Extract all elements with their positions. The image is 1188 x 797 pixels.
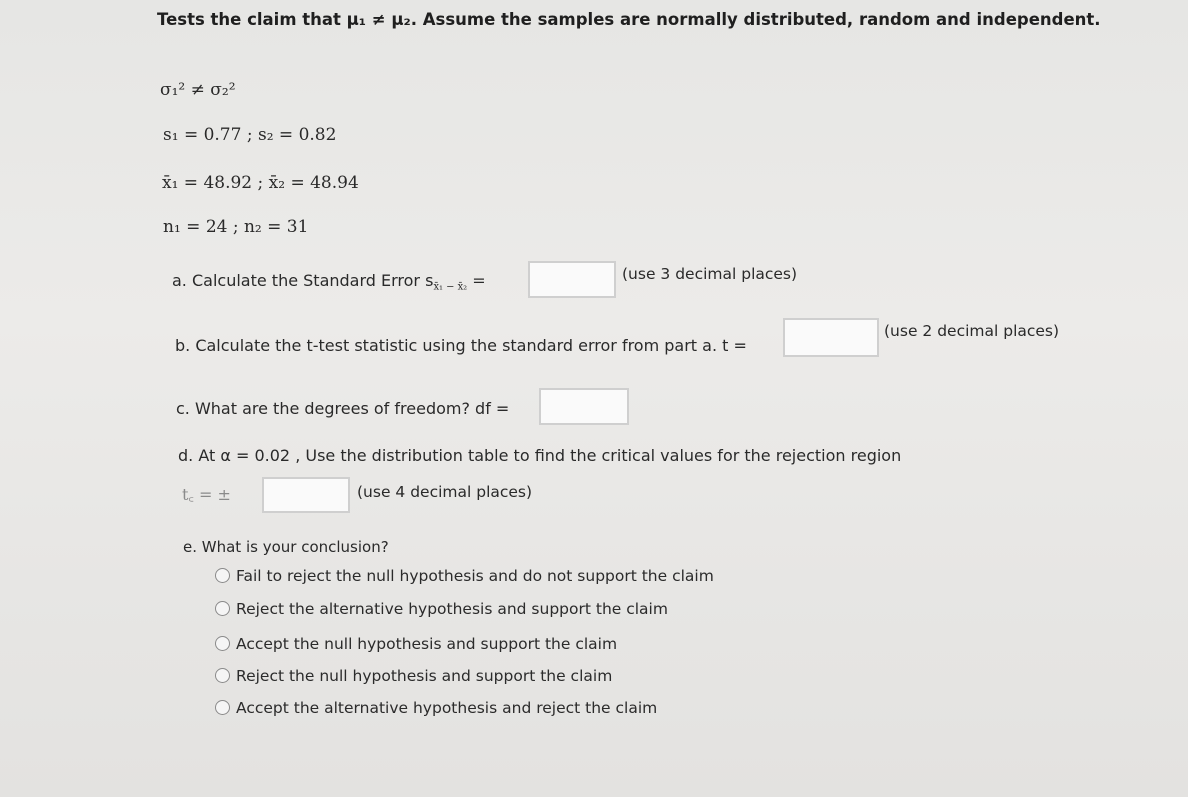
part-a-hint: (use 3 decimal places) — [622, 265, 798, 283]
radio-circle-icon[interactable] — [215, 700, 230, 715]
part-a-subscript: x̄₁ − x̄₂ — [433, 281, 468, 293]
part-d-question: d. At α = 0.02 , Use the distribution table to find the critical values for the rejection region — [178, 446, 902, 465]
problem-intro: Tests the claim that μ₁ ≠ μ₂. Assume the samples are normally distributed, random and independent. — [157, 10, 1101, 29]
conclusion-option-1-label: Fail to reject the null hypothesis and do not support the claim — [236, 567, 714, 585]
sample-std-devs: s₁ = 0.77 ; s₂ = 0.82 — [163, 125, 337, 145]
critical-value-label: t꜀ = ± — [182, 485, 231, 504]
critical-value-input[interactable] — [262, 477, 350, 513]
t-statistic-input[interactable] — [783, 318, 879, 357]
conclusion-option-2-label: Reject the alternative hypothesis and support the claim — [236, 600, 668, 618]
part-e-question: e. What is your conclusion? — [183, 538, 389, 556]
sample-sizes: n₁ = 24 ; n₂ = 31 — [163, 217, 309, 237]
conclusion-option-3[interactable] — [215, 635, 617, 653]
part-c-question: c. What are the degrees of freedom? df = — [176, 399, 510, 418]
part-b-question: b. Calculate the t-test statistic using the standard error from part a. t = — [175, 336, 747, 355]
conclusion-option-4[interactable] — [215, 667, 612, 685]
part-a-question — [172, 271, 486, 292]
part-a-equals: = — [472, 271, 486, 290]
radio-circle-icon[interactable] — [215, 636, 230, 651]
variance-assumption: σ₁² ≠ σ₂² — [160, 80, 236, 100]
part-a-label: a. Calculate the Standard Error s — [172, 271, 434, 290]
conclusion-option-3-label: Accept the null hypothesis and support the claim — [236, 635, 618, 653]
part-b-hint: (use 2 decimal places) — [884, 322, 1060, 340]
degrees-of-freedom-input[interactable] — [539, 388, 629, 425]
radio-circle-icon[interactable] — [215, 601, 230, 616]
conclusion-option-4-label: Reject the null hypothesis and support the claim — [236, 667, 613, 685]
conclusion-option-2[interactable] — [215, 600, 668, 618]
sample-means: x̄₁ = 48.92 ; x̄₂ = 48.94 — [162, 173, 359, 193]
radio-circle-icon[interactable] — [215, 668, 230, 683]
radio-circle-icon[interactable] — [215, 568, 230, 583]
conclusion-option-1[interactable] — [215, 567, 714, 585]
standard-error-input[interactable] — [528, 261, 616, 298]
part-d-hint: (use 4 decimal places) — [357, 483, 533, 501]
conclusion-option-5[interactable] — [215, 699, 657, 717]
conclusion-option-5-label: Accept the alternative hypothesis and reject the claim — [236, 699, 658, 717]
